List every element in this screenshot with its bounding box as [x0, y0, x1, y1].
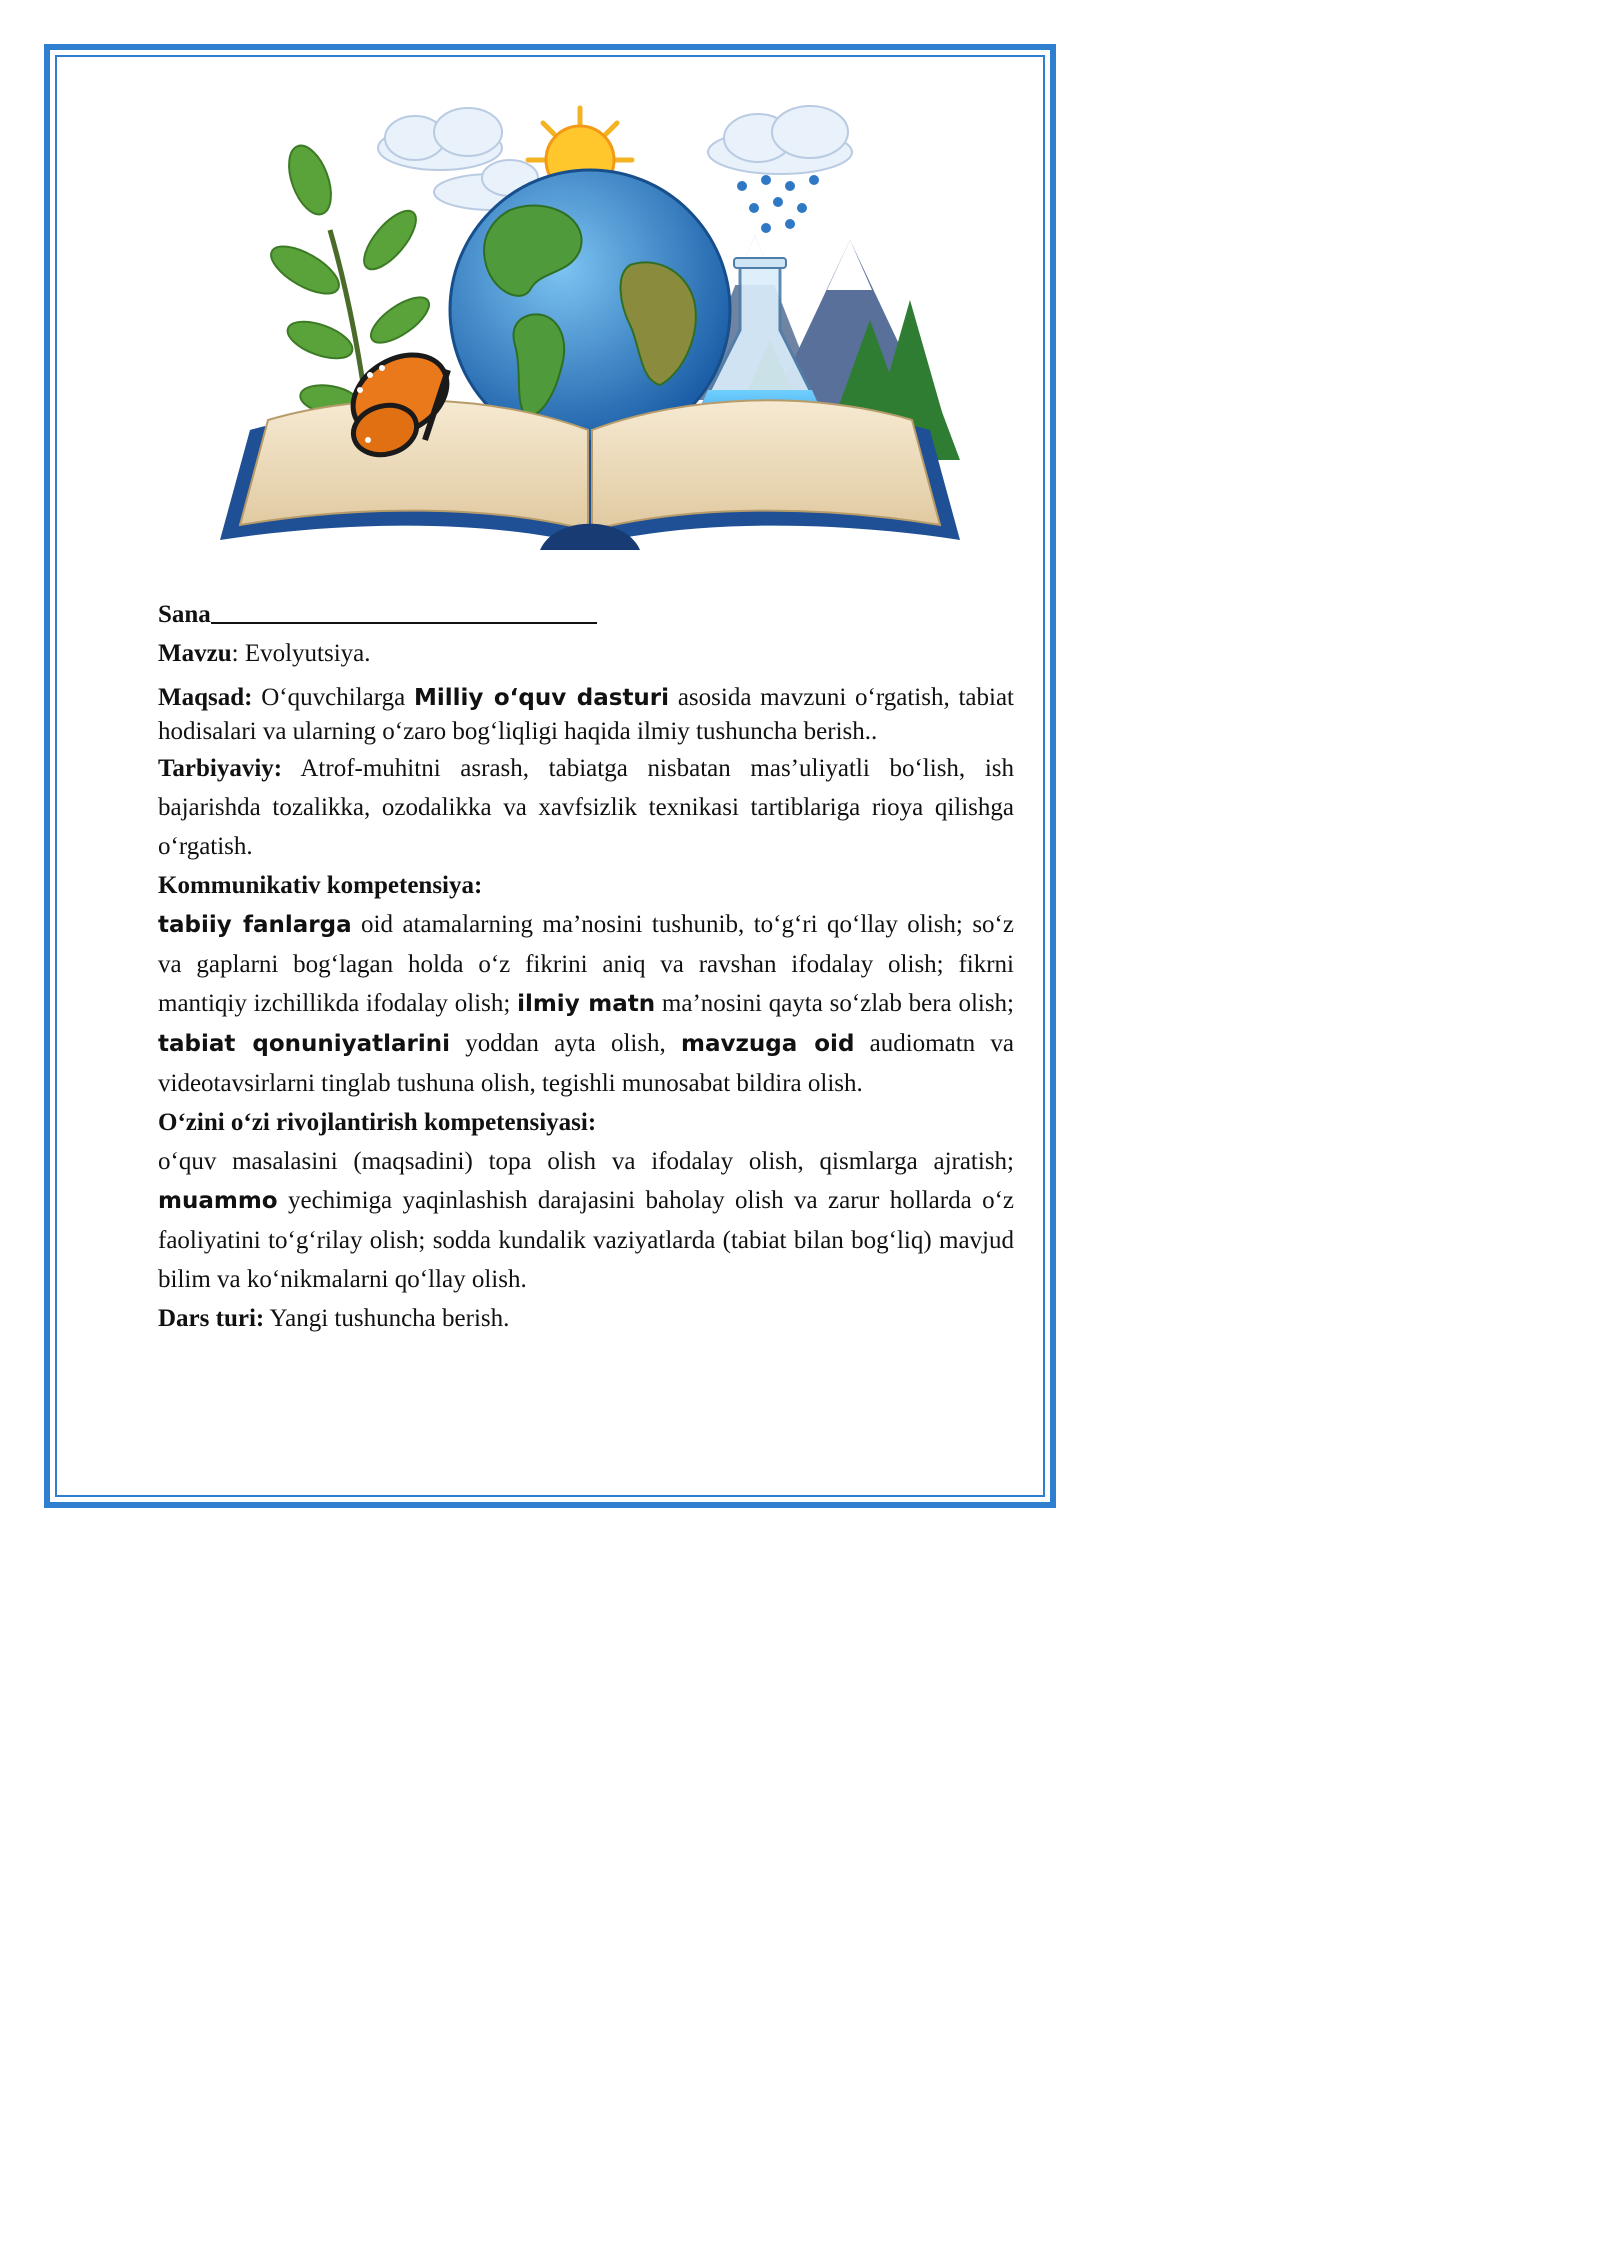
sana-label: Sana	[158, 601, 211, 628]
kommunikativ-text-1: oid atamalarning ma’nosini tushunib, to‘g‘ri qo‘llay olish; so‘z va gaplarni bog‘lagan holda o‘z fikrini aniq va ravshan ifodalay olish; fikrni mantiqiy izchillikda ifodalay olish;	[158, 911, 1014, 1017]
ozini-paragraph	[158, 1142, 1014, 1299]
maqsad-label: Maqsad:	[158, 684, 253, 711]
kommunikativ-bold-4: mavzuga oid	[681, 1031, 855, 1057]
rain-cloud-icon	[708, 106, 852, 233]
mavzu-value: Evolyutsiya.	[244, 640, 371, 667]
dars-turi-row	[158, 1299, 1014, 1338]
maqsad-bold-1: Milliy o‘quv dasturi	[413, 685, 670, 711]
ozini-bold-1: muammo	[158, 1188, 278, 1214]
maqsad-paragraph	[158, 681, 1014, 749]
dars-turi-value: Yangi tushuncha berish.	[264, 1305, 510, 1332]
ozini-text-2: yechimiga yaqinlashish darajasini baholay olish va zarur hollarda o‘z faoliyatini to‘g‘rilay olish; sodda kundalik vaziyatlarda (tabiat bilan bog‘liq) mavjud bilim va ko‘nikmalarni qo‘llay olish.	[158, 1187, 1014, 1293]
mavzu-separator: :	[231, 640, 245, 667]
mavzu-label: Mavzu	[158, 640, 232, 667]
kommunikativ-bold-2: ilmiy matn	[517, 991, 656, 1017]
kommunikativ-heading: Kommunikativ kompetensiya:	[158, 872, 483, 899]
kommunikativ-paragraph	[158, 905, 1014, 1103]
kommunikativ-text-3: yoddan ayta olish,	[450, 1030, 682, 1057]
tarbiyaviy-paragraph	[158, 749, 1014, 866]
sana-blank	[211, 596, 597, 624]
mavzu-row	[158, 634, 1014, 673]
kommunikativ-bold-1: tabiiy fanlarga	[158, 912, 352, 938]
kommunikativ-bold-3: tabiat qonuniyatlarini	[158, 1031, 451, 1057]
nature-book-illustration	[210, 100, 970, 560]
tarbiyaviy-text: Atrof-muhitni asrash, tabiatga nisbatan mas’uliyatli bo‘lish, ish bajarishda tozalikka, ozodalikka va xavfsizlik texnikasi tartiblariga rioya qilishga o‘rgatish.	[158, 755, 1014, 860]
ozini-text-1: o‘quv masalasini (maqsadini) topa olish va ifodalay olish, qismlarga ajratish;	[158, 1148, 1014, 1175]
kommunikativ-text-2: ma’nosini qayta so‘zlab bera olish;	[655, 990, 1015, 1017]
kommunikativ-text-4: audiomatn va videotavsirlarni tinglab tushuna olish, tegishli munosabat bildira olish.	[158, 1030, 1014, 1097]
lesson-plan-text	[158, 595, 1014, 1338]
sana-line-row	[158, 595, 1014, 634]
dars-turi-label: Dars turi:	[158, 1305, 265, 1332]
ozini-heading: O‘zini o‘zi rivojlantirish kompetensiyasi:	[158, 1109, 597, 1136]
maqsad-text-2: asosida mavzuni o‘rgatish, tabiat hodisalari va ularning o‘zaro bog‘liqligi haqida ilmiy tushuncha berish..	[158, 684, 1014, 745]
tarbiyaviy-label: Tarbiyaviy:	[158, 755, 283, 782]
maqsad-text-1: O‘quvchilarga	[252, 684, 414, 711]
